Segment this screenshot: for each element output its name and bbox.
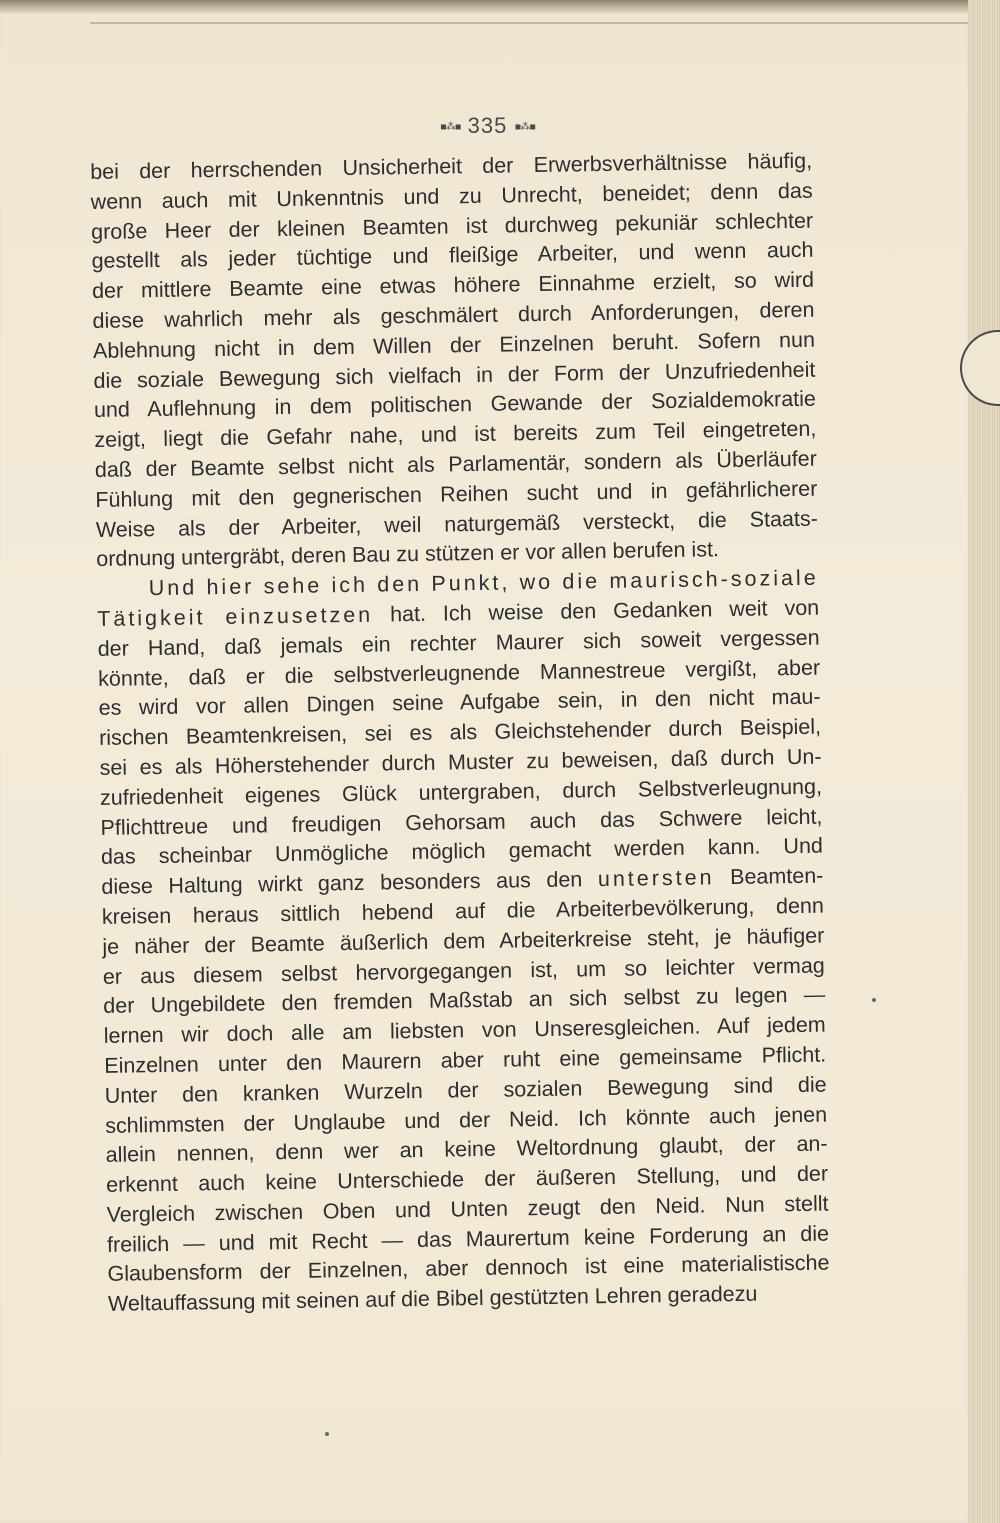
line-text: je näher der Beamte äußerlich dem Arbeiterkreise steht, je häufiger	[102, 923, 825, 959]
line-text: daß der Beamte selbst nicht als Parlamentär, sondern als Überläufer	[94, 446, 817, 482]
print-speck	[872, 998, 876, 1002]
page-header	[0, 113, 975, 139]
line-text: allein nennen, denn wer an keine Weltordnung glaubt, der an-	[105, 1131, 828, 1168]
line-text: die soziale Bewegung sich vielfach in der Form der Unzufriedenheit	[93, 357, 816, 393]
line-text: Vergleich zwischen Oben und Unten zeugt den Neid. Nun stellt	[106, 1191, 829, 1227]
line-text: Unter den kranken Wurzeln der sozialen Bewegung sind die	[104, 1072, 827, 1108]
line-text: Pflichttreue und freudigen Gehorsam auch das Schwere leicht,	[100, 804, 823, 840]
line-text: Weltauffassung mit seinen auf die Bibel gestützten Lehren geradezu	[107, 1281, 758, 1317]
page-stack-edge	[968, 0, 1000, 1523]
line-text: Einzelnen unter den Maurern aber ruht eine gemeinsame Pflicht.	[104, 1042, 827, 1078]
line-text: der mittlere Beamte eine etwas höhere Einnahme erzielt, so wird	[91, 267, 815, 304]
line-text: Beamten-	[729, 863, 824, 890]
line-text: schlimmsten der Unglaube und der Neid. Ich könnte auch jenen	[105, 1102, 828, 1138]
line-text: freilich — und mit Recht — das Maurertum keine Forderung an die	[106, 1221, 830, 1257]
line-text: Ablehnung nicht in dem Willen der Einzelnen beruht. Sofern nun	[92, 327, 816, 363]
line-text: gestellt als jeder tüchtige und fleißige Arbeiter, und wenn auch	[91, 238, 814, 274]
spaced-emphasis: Und hier sehe ich den Punkt, wo die maurisch-soziale	[148, 565, 819, 601]
line-text: rischen Beamtenkreisen, sei es als Gleichstehender durch Beispiel,	[98, 714, 822, 751]
spaced-emphasis: Tätigkeit einzusetzen	[97, 602, 374, 631]
line-text: lernen wir doch alle am liebsten von Unseresgleichen. Auf jedem	[103, 1012, 826, 1048]
line-text: erkennt auch keine Unterschiede der äußeren Stellung, und der	[105, 1161, 829, 1197]
line-text: hat. Ich weise den Gedanken weit von	[389, 595, 820, 627]
line-text: Weise als der Arbeiter, weil naturgemäß versteckt, die Staats-	[95, 506, 818, 542]
line-text: der Ungebildete den fremden Maßstab an sich selbst zu legen —	[103, 982, 826, 1019]
line-text: diese Haltung wirkt ganz besonders aus den	[101, 867, 583, 900]
spaced-emphasis: untersten	[597, 865, 715, 892]
line-text: und Auflehnung in dem politischen Gewande der Sozialdemokratie	[93, 387, 817, 423]
page-number: 335	[467, 113, 508, 138]
line-text: Glaubensform der Einzelnen, aber dennoch ist eine materialistische	[107, 1251, 830, 1287]
line-text: sei es als Höherstehender durch Muster zu beweisen, daß durch Un-	[99, 744, 822, 780]
body-text	[90, 147, 830, 1320]
line-text: zufriedenheit eigenes Glück untergraben, durch Selbstverleugnung,	[99, 774, 823, 810]
line-text: könnte, daß er die selbstverleugnende Mannestreue vergißt, aber	[97, 655, 821, 691]
print-speck	[325, 1432, 329, 1436]
line-text: der Hand, daß jemals ein rechter Maurer sich soweit vergessen	[97, 625, 820, 661]
line-text: er aus diesem selbst hervorgegangen ist, um so leichter vermag	[102, 953, 825, 989]
line-text: es wird vor allen Dingen seine Aufgabe sein, in den nicht mau-	[98, 684, 821, 721]
line-text: Fühlung mit den gegnerischen Reihen sucht und in gefährlicherer	[95, 476, 818, 512]
ornament-left: ▪︎⁂▪︎	[439, 121, 461, 133]
line-text: kreisen heraus sittlich hebend auf die Arbeiterbevölkerung, denn	[101, 893, 825, 929]
line-text: wenn auch mit Unkenntnis und zu Unrecht, beneidet; denn das	[90, 178, 813, 214]
line-text: ordnung untergräbt, deren Bau zu stützen er vor allen berufen ist.	[96, 537, 720, 572]
line-text: das scheinbar Unmögliche möglich gemacht werden kann. Und	[100, 833, 824, 870]
line-text: diese wahrlich mehr als geschmälert durch Anforderungen, deren	[92, 297, 815, 333]
line-text: zeigt, liegt die Gefahr nahe, und ist bereits zum Teil eingetreten,	[94, 416, 817, 453]
ornament-right: ▪︎⁂▪︎	[514, 121, 536, 133]
line-text: große Heer der kleinen Beamten ist durchweg pekuniär schlechter	[90, 208, 814, 244]
page-top-edge	[0, 0, 1000, 14]
page-edge-line	[90, 22, 970, 24]
line-text: bei der herrschenden Unsicherheit der Erwerbsverhältnisse häufig,	[90, 148, 813, 184]
